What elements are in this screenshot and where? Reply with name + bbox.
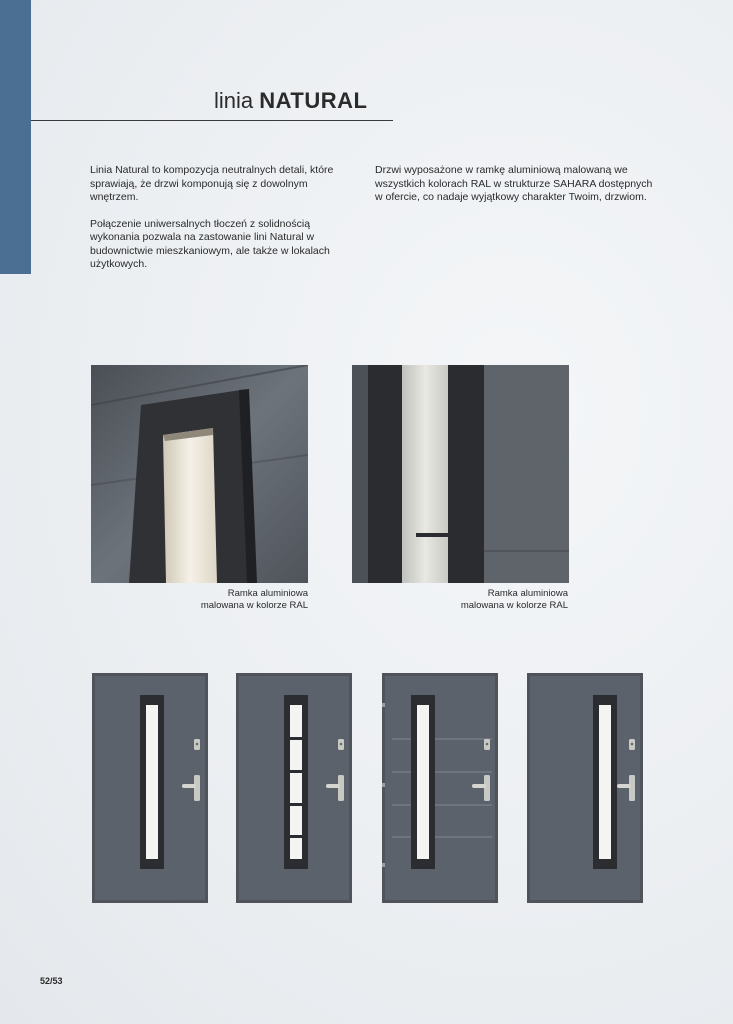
frame-closeup-illustration-2 bbox=[352, 365, 569, 583]
photo-caption-2 bbox=[410, 588, 568, 612]
page-number: 52/53 bbox=[40, 976, 63, 986]
door-model-3 bbox=[382, 673, 498, 903]
frame-closeup-photo-1 bbox=[91, 365, 308, 583]
frame-closeup-photo-2 bbox=[352, 365, 569, 583]
title-bold: NATURAL bbox=[259, 88, 368, 113]
frame-closeup-illustration-1 bbox=[91, 365, 308, 583]
door-illustration bbox=[92, 673, 208, 903]
caption-line: malowana w kolorze RAL bbox=[460, 600, 568, 611]
intro-right-column bbox=[375, 164, 655, 218]
door-illustration bbox=[236, 673, 352, 903]
door-model-2 bbox=[236, 673, 352, 903]
intro-left-column bbox=[90, 164, 352, 285]
title-light: linia bbox=[214, 88, 254, 113]
door-illustration bbox=[527, 673, 643, 903]
caption-line: Ramka aluminiowa bbox=[487, 588, 568, 599]
caption-line: malowana w kolorze RAL bbox=[200, 600, 308, 611]
page-title bbox=[214, 88, 367, 114]
caption-line: Ramka aluminiowa bbox=[227, 588, 308, 599]
intro-paragraph: Drzwi wyposażone w ramkę aluminiową malowaną we wszystkich kolorach RAL w strukturze SAHARA dostępnych w ofercie, co nadaje wyjątkowy charakter Twoim, drzwiom. bbox=[375, 164, 653, 203]
side-accent-bar bbox=[0, 0, 31, 274]
door-illustration bbox=[382, 673, 498, 903]
intro-paragraph: Połączenie uniwersalnych tłoczeń z solidnością wykonania pozwala na zastowanie lini Natural w budownictwie mieszkaniowym, ale także w lokalach użytkowych. bbox=[90, 217, 330, 270]
title-rule bbox=[31, 120, 393, 121]
door-model-4 bbox=[527, 673, 643, 903]
photo-caption-1 bbox=[150, 588, 308, 612]
door-model-1 bbox=[92, 673, 208, 903]
intro-paragraph: Linia Natural to kompozycja neutralnych detali, które sprawiają, że drzwi komponują się z dowolnym wnętrzem. bbox=[90, 164, 334, 203]
